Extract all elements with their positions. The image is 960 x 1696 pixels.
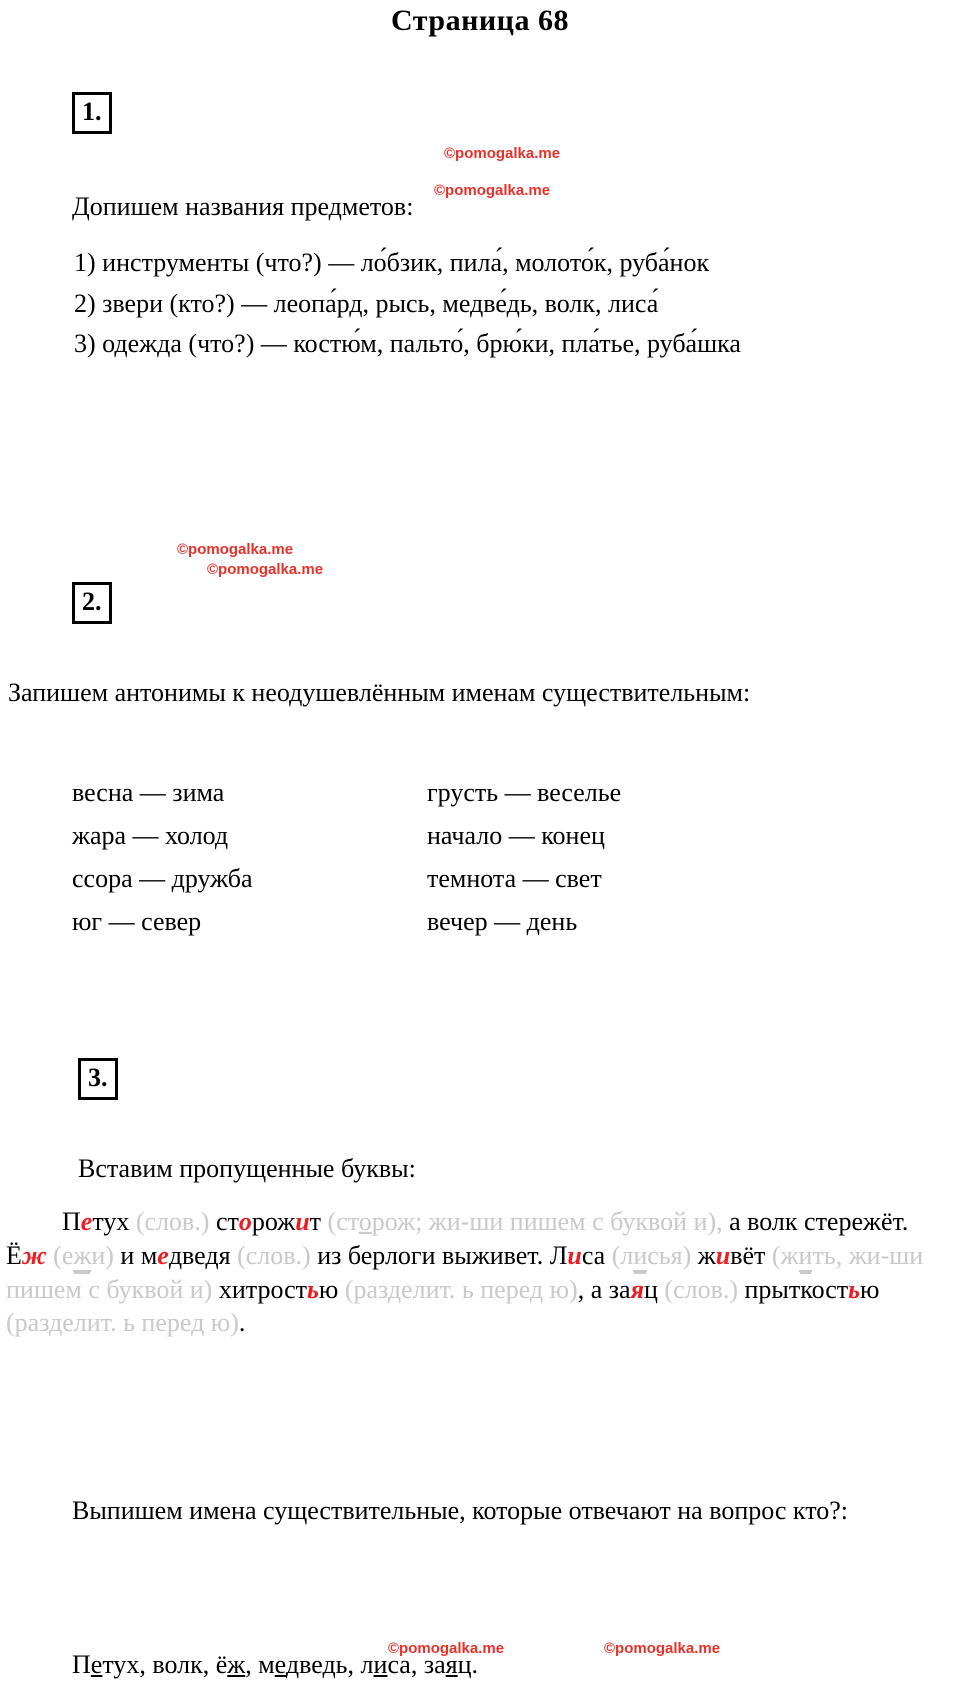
inserted-letter: е <box>80 1207 93 1236</box>
answer-text: ж <box>697 1240 716 1270</box>
antonym-pair-right: начало — конец <box>427 821 605 850</box>
watermark: ©pomogalka.me <box>604 1640 721 1657</box>
hint-text: (слов.) <box>664 1274 745 1304</box>
underlined-letter: я <box>445 1650 458 1679</box>
watermark: ©pomogalka.me <box>177 541 294 558</box>
exercise-2-prompt: Запишем антонимы к неодушевлённым именам существительным: <box>8 678 751 707</box>
answer-text: ц <box>643 1274 665 1304</box>
exercise-3-number-wrap <box>0 1058 960 1100</box>
exercise-1-item: 3) одежда (что?) — костю́м, пальто́, брю́ки, пла́тье, руба́шка <box>74 329 741 359</box>
inserted-letter: ь <box>307 1274 319 1304</box>
hint-text: (ст <box>327 1207 359 1236</box>
exercise-1-prompt: Допишем названия предметов: <box>72 192 414 221</box>
answer-text: . <box>238 1308 246 1338</box>
exercise-2-number-wrap <box>0 582 960 624</box>
answer-text: ст <box>215 1207 239 1236</box>
answer-text: из берлоги выживет. Л <box>317 1240 568 1270</box>
exercise-3-second-prompt-wrap <box>0 1494 960 1529</box>
paragraph-indent <box>6 1207 62 1236</box>
antonym-pair-right: вечер — день <box>427 907 578 936</box>
answer-text: дведя <box>168 1240 238 1270</box>
exercise-3-final-answer-wrap <box>0 1648 960 1682</box>
answer-text: а волк стережёт. Ё <box>6 1207 909 1270</box>
inserted-letter: и <box>567 1240 582 1270</box>
exercise-1-items <box>0 246 960 362</box>
exercise-3-prompt-wrap <box>0 1152 960 1187</box>
hint-text: (слов.) <box>237 1240 318 1270</box>
antonym-pair-right: грусть — веселье <box>427 778 622 807</box>
answer-text: са, за <box>387 1650 446 1679</box>
page-title: Страница 68 <box>391 4 569 37</box>
exercise-2-antonyms-wrap <box>0 772 960 944</box>
inserted-letter: ж <box>21 1240 47 1270</box>
inserted-letter: я <box>630 1274 644 1304</box>
answer-text: ю <box>860 1274 880 1304</box>
hint-text: (разделит. ь перед ю) <box>344 1274 578 1304</box>
underlined-letter: ж <box>227 1650 246 1679</box>
watermark: ©pomogalka.me <box>388 1640 505 1657</box>
hint-text: ть, жи-ши пишем с буквой и) <box>6 1240 924 1304</box>
answer-text: , а за <box>577 1274 631 1304</box>
answer-text: две <box>285 1650 323 1679</box>
answer-text: ь, л <box>335 1650 374 1679</box>
antonym-pair-left: весна — зима <box>72 778 225 807</box>
hint-text: (л <box>611 1240 634 1270</box>
hint-double-underlined-letter: ж <box>73 1240 92 1270</box>
answer-text: са <box>581 1240 612 1270</box>
hint-text: (разделит. ь перед ю) <box>6 1308 239 1338</box>
exercise-3-answer-text <box>0 1205 960 1340</box>
underlined-letter: д <box>322 1650 336 1679</box>
inserted-letter: и <box>715 1240 731 1270</box>
exercise-1-item: 1) инструменты (что?) — ло́бзик, пила́, молото́к, руба́нок <box>74 248 710 277</box>
exercise-2-prompt-wrap <box>0 676 960 711</box>
table-row <box>72 858 621 901</box>
table-row <box>72 815 621 858</box>
watermark: ©pomogalka.me <box>444 145 561 162</box>
antonym-pair-right: темнота — свет <box>427 864 602 893</box>
table-row <box>72 901 621 944</box>
exercise-3-number: 3. <box>78 1058 118 1100</box>
hint-text: сья) <box>647 1240 698 1270</box>
exercise-3-prompt: Вставим пропущенные буквы: <box>78 1154 416 1183</box>
inserted-letter: о <box>238 1207 252 1236</box>
answer-text: , м <box>245 1650 275 1679</box>
answer-text: тух, волк, ё <box>102 1650 228 1679</box>
exercise-3-answer-wrap <box>0 1205 960 1340</box>
exercise-3-second-prompt: Выпишем имена существительные, которые отвечают на вопрос кто?: <box>72 1496 848 1525</box>
answer-text: хитрост <box>218 1274 307 1304</box>
answer-text: ц. <box>457 1650 479 1679</box>
answer-text: прыткост <box>744 1274 849 1304</box>
answer-text: П <box>72 1650 91 1679</box>
antonym-pair-left: жара — холод <box>72 821 229 850</box>
hint-text: (слов.) <box>135 1207 216 1236</box>
hint-text: рож; жи-ши пишем с буквой и), <box>371 1207 730 1236</box>
exercise-3-final-answer <box>0 1648 960 1682</box>
hint-text: (е <box>46 1240 74 1270</box>
watermark: ©pomogalka.me <box>207 561 324 578</box>
inserted-letter: ь <box>848 1274 861 1304</box>
answer-text: ю <box>318 1274 345 1304</box>
answer-text: П <box>62 1207 81 1236</box>
answer-text: рож <box>251 1207 296 1236</box>
answer-text: и м <box>120 1240 158 1270</box>
hint-text: и) <box>91 1240 121 1270</box>
answer-text: вёт <box>730 1240 772 1270</box>
underlined-letter: е <box>90 1650 103 1679</box>
antonym-table <box>72 772 621 944</box>
inserted-letter: и <box>295 1207 310 1236</box>
watermark: ©pomogalka.me <box>434 182 551 199</box>
hint-text: (ж <box>771 1240 799 1270</box>
exercise-2-number: 2. <box>72 582 112 624</box>
table-row <box>72 772 621 815</box>
antonym-pair-left: юг — север <box>72 907 202 936</box>
exercise-1-prompt-wrap <box>0 190 960 225</box>
exercise-1-number: 1. <box>72 92 112 134</box>
answer-text: тух <box>92 1207 136 1236</box>
exercise-1-item: 2) звери (кто?) — леопа́рд, рысь, медве́дь, волк, лиса́ <box>74 288 659 318</box>
hint-double-underlined-letter: и <box>798 1240 813 1270</box>
hint-double-underlined-letter: и <box>633 1240 648 1270</box>
antonym-pair-left: ссора — дружба <box>72 864 253 893</box>
inserted-letter: е <box>157 1240 169 1270</box>
underlined-letter: и <box>373 1650 388 1679</box>
answer-text: т <box>309 1207 328 1236</box>
exercise-1-number-wrap <box>0 92 960 134</box>
underlined-letter: е <box>274 1650 286 1679</box>
hint-underlined-letter: о <box>358 1207 372 1236</box>
